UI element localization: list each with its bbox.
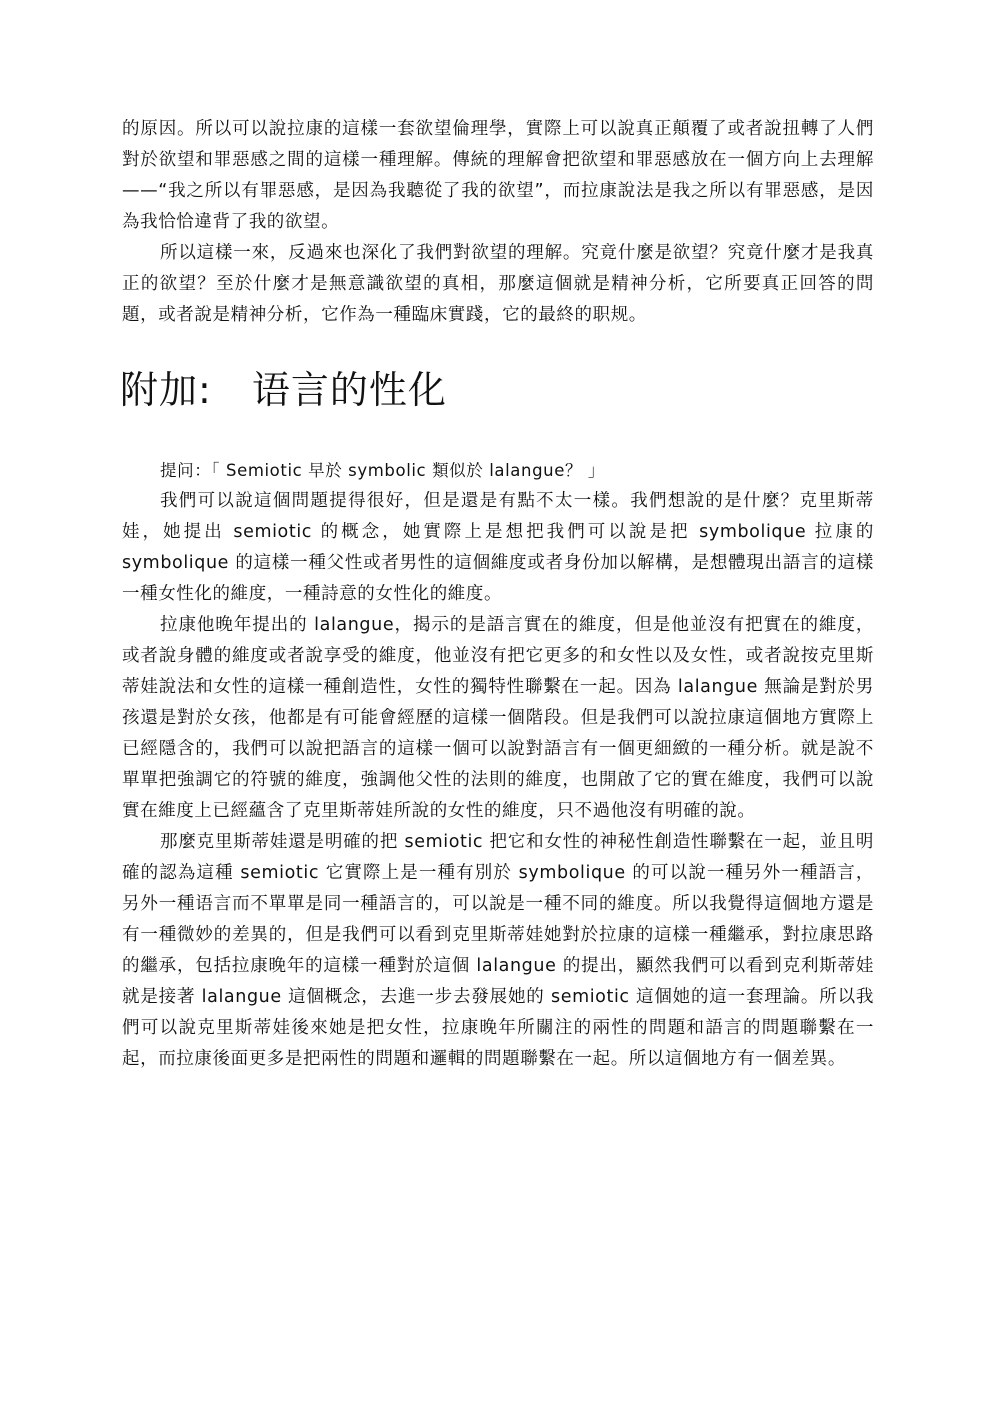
question-line: 提问：「 Semiotic 早於 symbolic 類似於 lalangue？ 」 (160, 461, 605, 480)
section-paragraph-3: 那麼克里斯蒂娃還是明確的把 semiotic 把它和女性的神秘性創造性聯繫在一起，並且明確的認為這種 semiotic 它實際上是一種有別於 symbolique 的可以說一種另外一種語言，另外一種语言而不單單是同一種語言的，可以說是一種不同的維度。所以我覺得這個地方還是有一種微妙的差異的，但是我們可以看到克里斯蒂娃她對於拉康的這樣一種繼承，對拉康思路的繼承，包括拉康晚年的這樣一種對於這個 lalangue 的提出，顯然我們可以看到克利斯蒂娃就是接著 lalangue 這個概念，去進一步去發展她的 semiotic 這個她的這一套理論。所以我們可以說克里斯蒂娃後來她是把女性，拉康晚年所關注的兩性的問題和語言的問題聯繫在一起，而拉康後面更多是把兩性的問題和邏輯的問題聯繫在一起。所以這個地方有一個差異。 (122, 832, 874, 1069)
intro-paragraph-2: 所以這樣一來，反過來也深化了我們對欲望的理解。究竟什麼是欲望？究竟什麼才是我真正的欲望？至於什麼才是無意識欲望的真相，那麼這個就是精神分析，它所要真正回答的問題，或者說是精神分析，它作為一種臨床實踐，它的最終的职规。 (122, 243, 874, 325)
section-paragraph-2: 拉康他晚年提出的 lalangue，揭示的是語言實在的維度，但是他並沒有把實在的維度，或者說身體的維度或者說享受的維度，他並沒有把它更多的和女性以及女性，或者說按克里斯蒂娃說法和女性的這樣一種創造性，女性的獨特性聯繫在一起。因為 lalangue 無論是對於男孩還是對於女孩，他都是有可能會經歷的這樣一個階段。但是我們可以說拉康這個地方實際上已經隱含的，我們可以說把語言的這樣一個可以說對語言有一個更細緻的一種分析。就是說不單單把強調它的符號的維度，強調他父性的法則的維度，也開啟了它的實在維度，我們可以說實在維度上已經蘊含了克里斯蒂娃所說的女性的維度，只不過他沒有明確的說。 (122, 615, 874, 821)
section-heading-prefix: 附加: (120, 368, 212, 412)
section-heading (120, 362, 447, 418)
section-paragraph-1: 我們可以說這個問題提得很好，但是還是有點不太一樣。我們想說的是什麼？克里斯蒂娃，她提出 semiotic 的概念，她實際上是想把我們可以說是把 symbolique 拉康的 symbolique 的這樣一種父性或者男性的這個維度或者身份加以解構，是想體現出語言的這樣一種女性化的維度，一種詩意的女性化的維度。 (122, 491, 874, 604)
intro-text-block (122, 114, 874, 331)
intro-paragraph-1: 的原因。所以可以說拉康的這樣一套欲望倫理學，實際上可以說真正顛覆了或者說扭轉了人們對於欲望和罪惡感之間的這樣一種理解。傳統的理解會把欲望和罪惡感放在一個方向上去理解——“我之所以有罪惡感，是因為我聽從了我的欲望”，而拉康說法是我之所以有罪惡感，是因為我恰恰違背了我的欲望。 (122, 119, 874, 232)
section-heading-title: 语言的性化 (251, 368, 447, 412)
section-text-block (122, 455, 874, 1075)
